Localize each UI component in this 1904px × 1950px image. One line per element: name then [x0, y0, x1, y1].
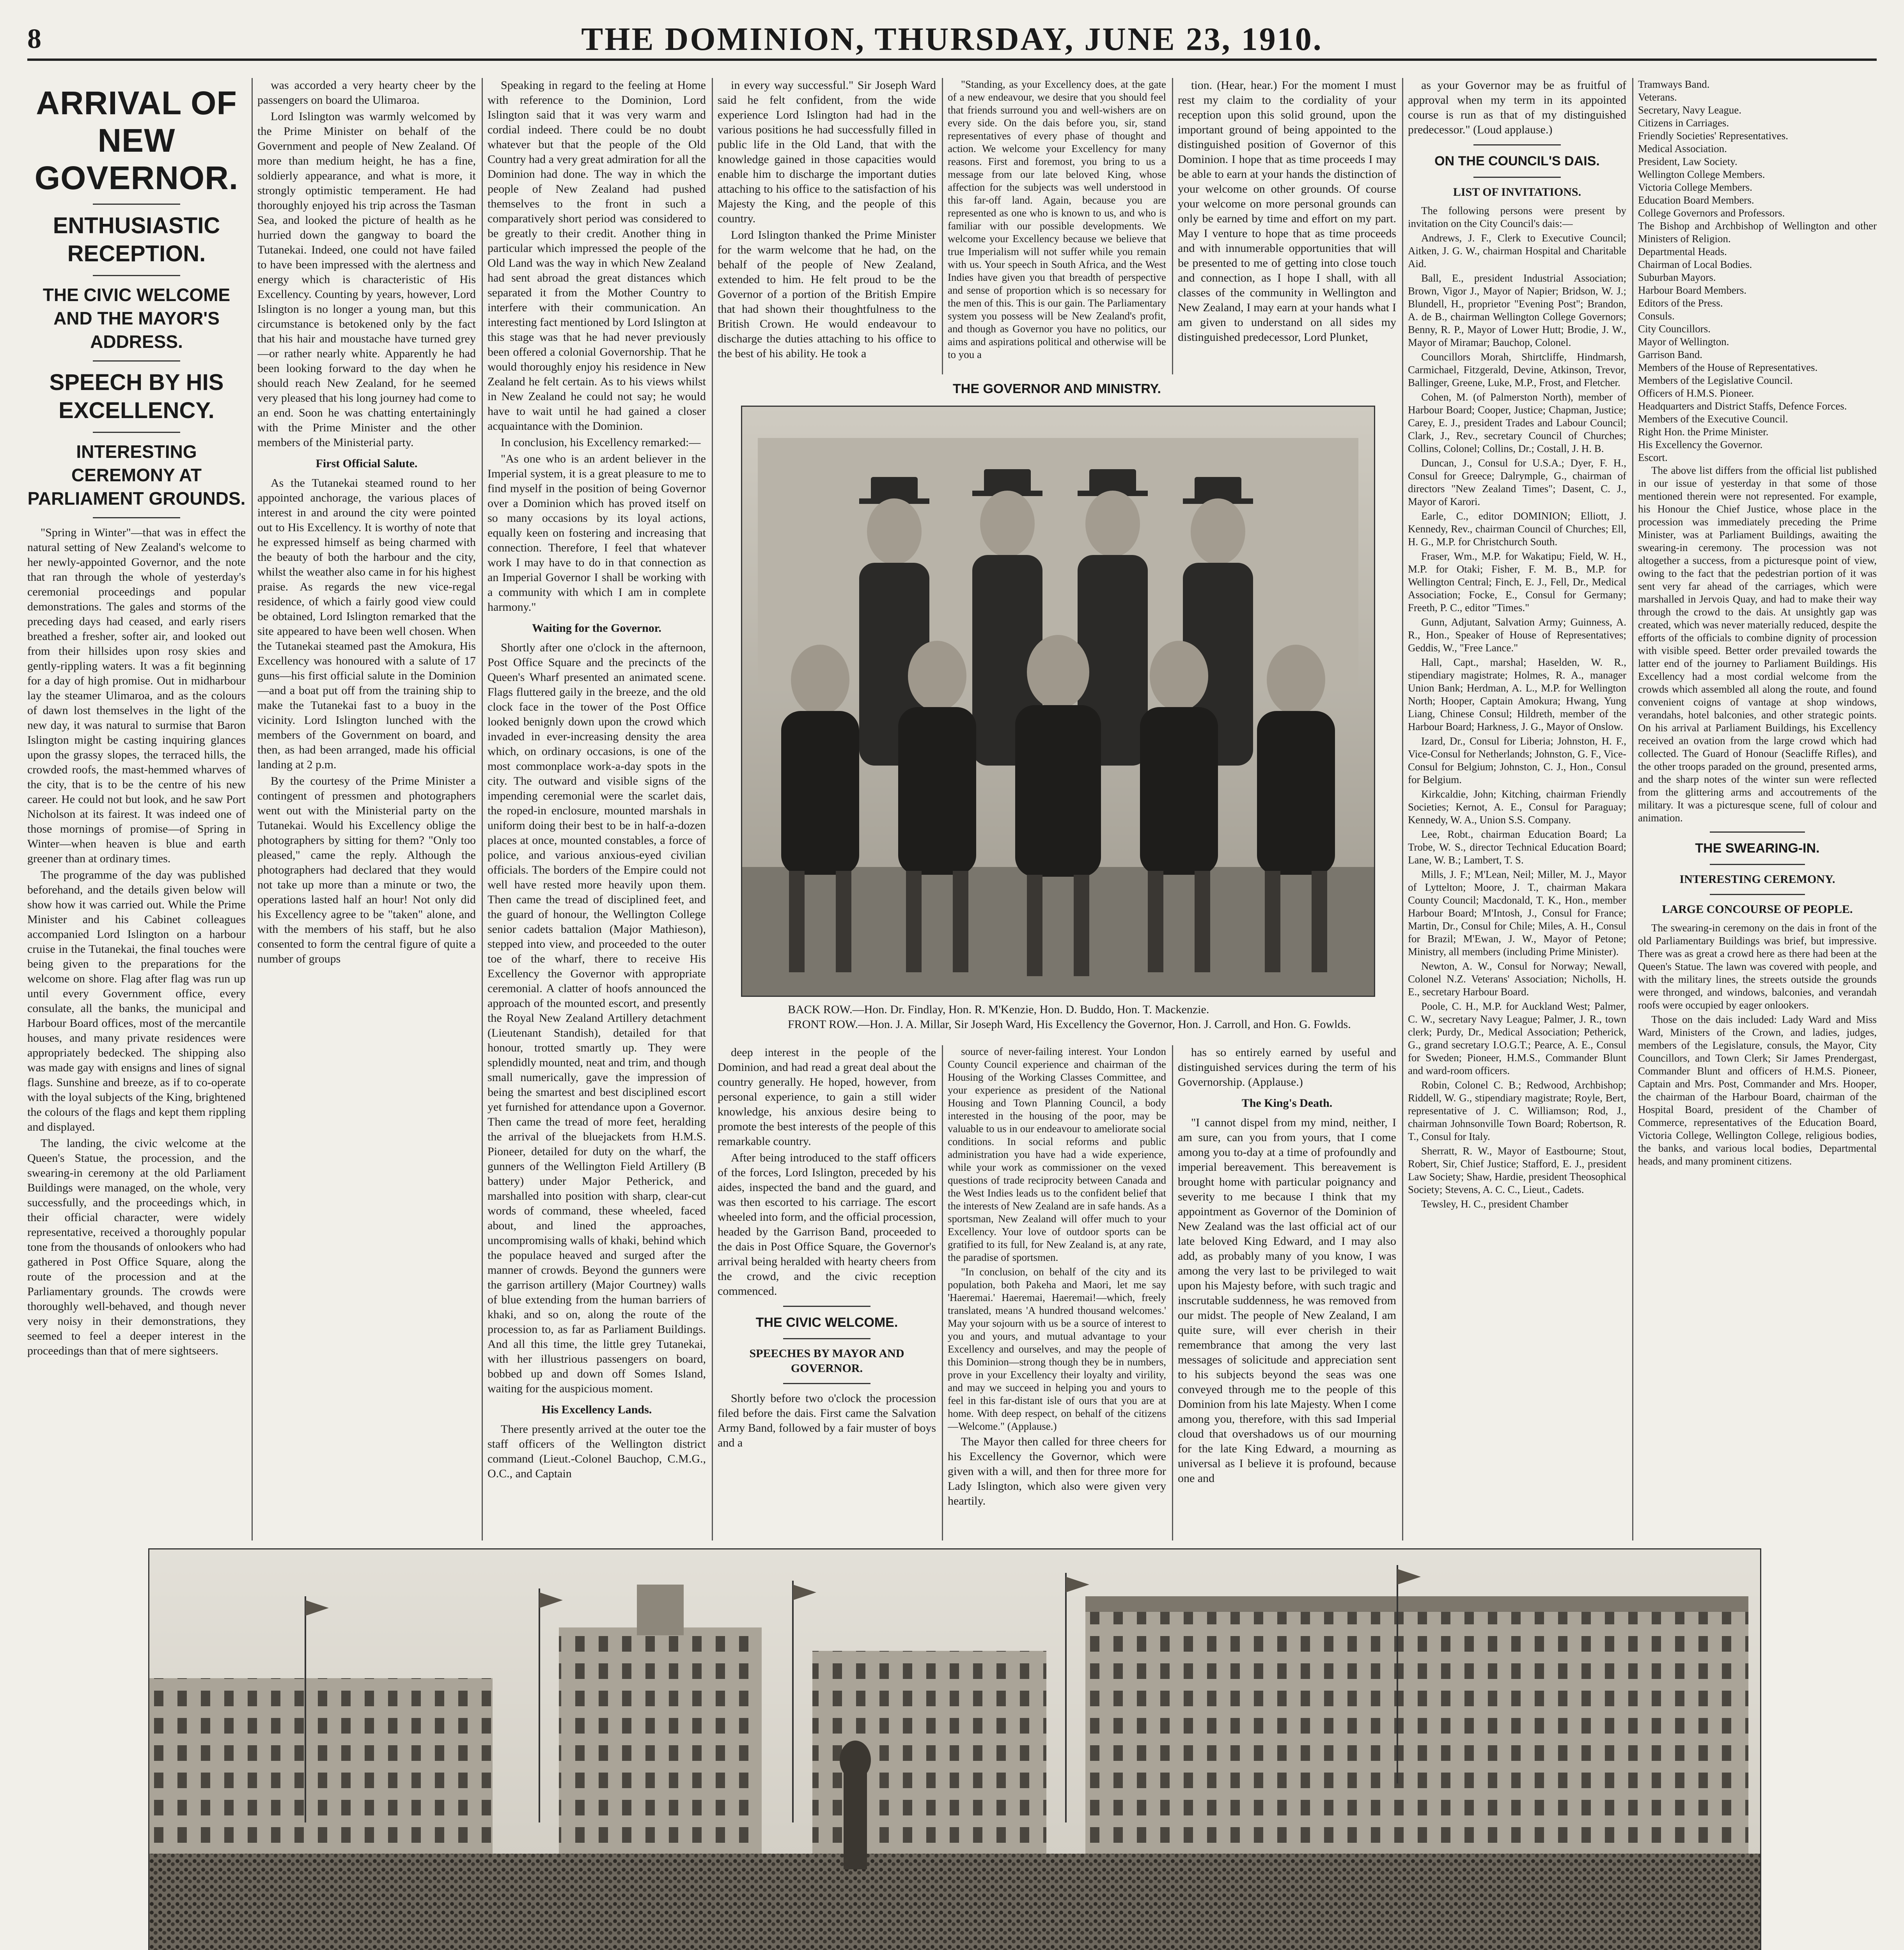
column-7	[1408, 78, 1626, 1540]
paragraph: Mills, J. F.; M'Lean, Neil; Miller, M. J., Mayor of Lyttelton; Moore, J. T., chairman Makara County Council; Macdonald, T. K., Hon., member Harbour Board; M'Intosh, J., Consul for France; Martin, Dr., Consul for Chile; Miles, A. H., Consul for Brazil; M'Ewan, J. W., Mayor of Petone; Ministry, all members (including Prime Minister).	[1408, 869, 1626, 957]
paragraph: Newton, A. W., Consul for Norway; Newall, Colonel N.Z. Veterans' Association; Nicholls, H. E., secretary Harbour Board.	[1408, 960, 1626, 998]
paragraph: Izard, Dr., Consul for Liberia; Johnston, H. F., Vice-Consul for Netherlands; Johnston, G. F., Vice-Consul for Belgium; Johnston, C. J., Hon., Consul for Belgium.	[1408, 735, 1626, 785]
list-item: The Bishop and Archbishop of Wellington and other Ministers of Religion.	[1638, 220, 1877, 245]
newspaper-title: THE DOMINION, THURSDAY, JUNE 23, 1910.	[581, 21, 1323, 57]
subhead-first-salute: First Official Salute.	[316, 457, 418, 470]
subhead-waiting: Waiting for the Governor.	[532, 622, 661, 635]
paragraph: The programme of the day was published beforehand, and the details given below will show how it was carried out. While the Prime Minister and his Cabinet colleagues accompanied Lord Islington on a harbour cruise in the Tutanekai, the final touches were being given to the preparations for the welcome on shore. Flag after flag was run up until every Government office, every consulate, all the banks, the municipal and Harbour Board offices, most of the mercantile houses, and many private residences were appropriately bedecked. The shipping also was made gay with ensigns and lines of signal flags. Sunshine and breeze, as if to co-operate with the loyal subjects of the King, brightened the colours of the flags and kept them rippling and displayed.	[27, 869, 246, 1133]
paragraph: Kirkcaldie, John; Kitching, chairman Friendly Societies; Kernot, A. E., Consul for Paraguay; Kennedy, W. A., Union S.S. Company.	[1408, 788, 1626, 826]
column-3	[488, 78, 706, 1540]
caption-front-row: FRONT ROW.—Hon. J. A. Millar, Sir Joseph Ward, His Excellency the Governor, Hon. J. Carroll, and Hon. G. Fowlds.	[788, 1018, 1351, 1031]
paragraph: Ball, E., president Industrial Association; Brown, Vigor J., Mayor of Napier; Bridson, W. J.; Blundell, H., proprietor "Evening Post"; Brandon, A. de B., chairman Wellington College Governors; Benny, R. P., Mayor of Lower Hutt; Brodie, J. W., Mayor of Miramar; Bauchop, Colonel.	[1408, 272, 1626, 348]
photo-governor-and-ministry	[741, 406, 1375, 997]
subhead-large-concourse: LARGE CONCOURSE OF PEOPLE.	[1662, 903, 1853, 916]
list-item: Education Board Members.	[1638, 194, 1754, 206]
paragraph: Councillors Morah, Shirtcliffe, Hindmarsh, Carmichael, Fitzgerald, Devine, Atkinson, Trevor, Ballinger, Greene, Luke, M.P., Frost, and Fletcher.	[1408, 351, 1626, 388]
list-item: Members of the Executive Council.	[1638, 413, 1788, 425]
paragraph: has so entirely earned by useful and distinguished services during the term of his Governorship. (Applause.)	[1178, 1046, 1396, 1088]
subhead-enthusiastic: ENTHUSIASTIC RECEPTION.	[53, 213, 220, 266]
list-item: President, Law Society.	[1638, 156, 1737, 167]
masthead	[27, 16, 1877, 61]
subhead-lands: His Excellency Lands.	[541, 1403, 652, 1416]
paragraph: Duncan, J., Consul for U.S.A.; Dyer, F. H., Consul for Greece; Dalrymple, G., chairman of directors "New Zealand Times"; Dasent, C. J., Mayor of Karori.	[1408, 457, 1626, 507]
paragraph: "As one who is an ardent believer in the Imperial system, it is a great pleasure to me to find myself in the position of being Governor over a Dominion which has proved itself on so many occasions by its loyal actions, equally keen on fostering and increasing that connection. Therefore, I feel that whatever work I may have to do in that connection as an Imperial Governor I shall be working with a community with which I am in complete harmony."	[488, 452, 706, 613]
subhead-swearing-in: THE SWEARING-IN.	[1695, 841, 1820, 856]
list-item: Members of the House of Representatives.	[1638, 362, 1818, 373]
list-item: Mayor of Wellington.	[1638, 336, 1729, 347]
list-item: His Excellency the Governor.	[1638, 439, 1763, 450]
list-item: Editors of the Press.	[1638, 297, 1723, 309]
paragraph: Andrews, J. F., Clerk to Executive Council; Aitken, J. G. W., chairman Hospital and Charitable Aid.	[1408, 232, 1626, 269]
paragraph: In conclusion, his Excellency remarked:—	[501, 436, 701, 449]
list-item: Medical Association.	[1638, 143, 1727, 154]
list-item: Secretary, Navy League.	[1638, 104, 1742, 116]
subhead-kings-death: The King's Death.	[1241, 1097, 1333, 1110]
paragraph: Tewsley, H. C., president Chamber	[1421, 1198, 1569, 1210]
paragraph: Cohen, M. (of Palmerston North), member of Harbour Board; Cooper, Justice; Chapman, Justice; Carey, E. J., president Trades and Labour Council; Clark, J., Rev., secretary Council of Churches; Collins, Colonel; Collins, Dr.; Costall, J. H. B.	[1408, 391, 1626, 454]
paragraph: Those on the dais included: Lady Ward and Miss Ward, Ministers of the Crown, and ladies, judges, members of the Legislature, consuls, the Mayor, City Councillors, and Town Clerk; Sir James Prendergast, Commander Blunt and officers of H.M.S. Pioneer, Captain and Mrs. Post, Commander and Mrs. Hooper, the chairman of the Harbour Board, chairman of the Hospital Board, president of the Chamber of Commerce, representatives of the Education Board, Victoria College, Wellington College, religious bodies, the banks, and various local bodies, Departmental heads, and many prominent citizens.	[1638, 1014, 1877, 1167]
paragraph: Poole, C. H., M.P. for Auckland West; Palmer, C. W., secretary Navy League; Palmer, J. R., town clerk; Purdy, Dr., Medical Association; Petherick, G., grand secretary I.O.G.T.; Pearce, A. E., Consul for Sweden; Pioneer, H.M.S., Commander Blunt and ward-room officers.	[1408, 1000, 1626, 1076]
list-item: Suburban Mayors.	[1638, 271, 1716, 283]
photo-title-governor-ministry: THE GOVERNOR AND MINISTRY.	[953, 381, 1161, 396]
caption-back-row: BACK ROW.—Hon. Dr. Findlay, Hon. R. M'Kenzie, Hon. D. Buddo, Hon. T. Mackenzie.	[788, 1003, 1209, 1016]
paragraph: Lord Islington was warmly welcomed by the Prime Minister on behalf of the Government and people of New Zealand. Of more than medium height, he has a fine, soldierly appearance, and what is more, it strongly optimistic temperament. He had thoroughly enjoyed his trip across the Tasman Sea, and looked the picture of health as he hurried down the gangway to board the Tutanekai. Indeed, one could not have failed to have been impressed with the alertness and energy which is characteristic of His Excellency. Counting by years, however, Lord Islington is no longer a young man, but this circumstance is betokened only by the fact that his hair and moustache have turned grey—or rather nearly white. Apparently he had been looking forward to the day when he should reach New Zealand, for he seemed very pleased that his long journey had come to an end. Soon he was chatting entertainingly with the Prime Minister and the other members of the Ministerial party.	[257, 110, 476, 449]
column-6-bottom	[1178, 1045, 1396, 1540]
subhead-civic: THE CIVIC WELCOME.	[755, 1315, 898, 1330]
list-item: Officers of H.M.S. Pioneer.	[1638, 387, 1754, 399]
column-4-top	[718, 78, 936, 374]
paragraph: After being introduced to the staff officers of the forces, Lord Islington, preceded by his aides, inspected the band and the guard, and was then escorted to his carriage. The escort wheeled into form, and the official procession, headed by the Garrison Band, proceeded to the dais in Post Office Square, the Governor's arrival being heralded with hearty cheers from the crowd, and the civic reception commenced.	[718, 1151, 936, 1298]
paragraph: By the courtesy of the Prime Minister a contingent of pressmen and photographers went out with the Ministerial party on the Tutanekai. Would his Excellency oblige the photographers by sitting for them? "Only too pleased," came the reply. Although the photographers had declared that they would not take up more than a minute or two, the operations lasted half an hour! Not only did his Excellency agree to be "taken" alone, and with the members of his staff, but he also consented to form the central figure of quite a number of groups	[257, 775, 476, 965]
list-item: Headquarters and District Staffs, Defence Forces.	[1638, 400, 1847, 412]
paragraph: in every way successful." Sir Joseph Ward said he felt confident, from the wide experience Lord Islington had had in the various positions he had successfully filled in public life in the Old Land, that with the knowledge gained in those capacities would enable him to discharge the important duties attaching to his office to the satisfaction of his Majesty the King, and the people of this country.	[718, 79, 936, 225]
list-item: Citizens in Carriages.	[1638, 117, 1729, 129]
paragraph: Robin, Colonel C. B.; Redwood, Archbishop; Riddell, W. G., stipendiary magistrate; Royle, Bert, representative of J. C. Williamson; Rod, J., chairman Johnsonville Town Board; Robertson, R. T., Consul for Italy.	[1408, 1079, 1626, 1142]
paragraph: Speaking in regard to the feeling at Home with reference to the Dominion, Lord Islington said that it was very warm and cordial indeed. There could be no doubt whatever but that the people of the Old Country had a very great admiration for all the Dominion had done. The way in which the people of New Zealand had pushed themselves to the front in such a comparatively short period was considered to be greatly to their credit. Another thing in particular which impressed the people of the Old Land was the way in which New Zealand had sent abroad the great distances which separated it from the Mother Country to interfere with their communication. An interesting fact mentioned by Lord Islington at this stage was that he had never previously been offered a colonial Governorship. That he would thoroughly enjoy his residence in New Zealand he felt certain. As to his views whilst in New Zealand he could not say; he would have to wait until he had gained a closer acquaintance with the Dominion.	[488, 79, 706, 433]
column-1	[27, 78, 246, 1540]
subhead-interesting-ceremony: INTERESTING CEREMONY.	[1679, 873, 1835, 886]
subhead-council-dais: ON THE COUNCIL'S DAIS.	[1434, 154, 1600, 168]
procession-order-list	[1638, 78, 1877, 464]
paragraph: There presently arrived at the outer toe the staff officers of the Wellington district command (Lieut.-Colonel Bauchop, C.M.G., O.C., and Captain	[488, 1423, 706, 1480]
list-item: Wellington College Members.	[1638, 168, 1765, 180]
paragraph: Lord Islington thanked the Prime Minister for the warm welcome that he had, on the behalf of the people of New Zealand, extended to him. He felt proud to be the Governor of a portion of the British Empire that had shown their thoughtfulness to the British Crown. He would endeavour to discharge the duties attaching to his office to the best of his ability. He took a	[718, 229, 936, 360]
column-1-body	[27, 525, 246, 1358]
paragraph: The above list differs from the official list published in our issue of yesterday in that some of those mentioned therein were not represented. For example, his Honour the Chief Justice, whose place in the procession was immediately preceding the Prime Minister, was at Parliament Buildings, awaiting the swearing-in ceremony. The procession was not altogether a success, from a picturesque point of view, owing to the fact that the pedestrian portion of it was sent very far ahead of the carriages, which were marshalled in Jervois Quay, and had to make their way through the crowd to the dais. At unsightly gap was created, which was never materially reduced, despite the efforts of the officials to combine dignity of procession with visible speed. Better order prevailed towards the latter end of the journey to Parliament Buildings. His Excellency had a most cordial welcome from the crowds which assembled all along the route, and found convenient coigns of vantage at shop windows, verandahs, hotel balconies, and other strategic points. On his arrival at Parliament Buildings, his Excellency received an ovation from the large crowd which had collected. The Guard of Honour (Seacliffe Rifles), and the other troops paraded on the ground, presented arms, and the sharp notes of the winter sun were reflected from the glittering arms and accoutrements of the military. It was a picturesque scene, full of colour and animation.	[1638, 464, 1877, 824]
list-item: Right Hon. the Prime Minister.	[1638, 426, 1769, 438]
paragraph: As the Tutanekai steamed round to her appointed anchorage, the various places of interest in and around the city were pointed out to His Excellency. It is worthy of note that he expressed himself as being charmed with the beauty of both the harbour and the city, whilst the weather also came in for his highest praise. As regards the new vice-regal residence, of which a fairly good view could be obtained, Lord Islington remarked that the site appeared to have been well chosen. When the Tutanekai steamed past the Amokura, His Excellency was honoured with a salute of 17 guns—his first official salute in the Dominion—and a boat put off from the training ship to make the Tutanekai fast to a buoy in the vicinity. Lord Islington lunched with the members of the Government on board, and then, as had been arranged, made his official landing at 2 p.m.	[257, 477, 476, 771]
page-number: 8	[27, 23, 41, 54]
paragraph: Sherratt, R. W., Mayor of Eastbourne; Stout, Robert, Sir, Chief Justice; Stafford, E. J., president Law Society; Shaw, Hardie, president Theosophical Society; Stevens, A. C. C., Lieut., Cadets.	[1408, 1145, 1626, 1195]
paragraph: Fraser, Wm., M.P. for Wakatipu; Field, W. H., M.P. for Otaki; Fisher, F. M. B., M.P. for Wellington Central; Finch, E. J., Fell, Dr., Medical Association; Focke, E., Consul for Germany; Freeth, P. C., editor "Times."	[1408, 550, 1626, 613]
main-headline: ARRIVAL OF NEW GOVERNOR.	[34, 85, 239, 196]
crowd-scene-illustration	[149, 1549, 1760, 1950]
list-item: Departmental Heads.	[1638, 246, 1727, 257]
photo-great-gathering	[148, 1548, 1761, 1950]
column-2	[257, 78, 476, 1540]
paragraph: Hall, Capt., marshal; Haselden, W. R., stipendiary magistrate; Holmes, R. A., manager Union Bank; Herdman, A. L., M.P. for Wellington North; Hooper, Captain Amokura; Hwang, Yung Liang, Chinese Consul; Hildreth, member of the Harbour Board; Harkness, J. G., Mayor of Onslow.	[1408, 656, 1626, 732]
paragraph: Shortly before two o'clock the procession filed before the dais. First came the Salvation Army Band, followed by a fair muster of boys and a	[718, 1392, 936, 1449]
subhead-invitations: LIST OF INVITATIONS.	[1453, 186, 1581, 199]
list-item: Friendly Societies' Representatives.	[1638, 130, 1789, 142]
column-6-top	[1178, 78, 1396, 374]
subhead-speeches: SPEECHES BY MAYOR AND GOVERNOR.	[749, 1347, 904, 1375]
paragraph: The swearing-in ceremony on the dais in front of the old Parliamentary Buildings was brief, but impressive. There was as great a crowd here as there had been at the Queen's Statue. The lawn was covered with people, and with the military lines, the streets outside the grounds were thronged, and windows, balconies, and verandah roofs were occupied by eager onlookers.	[1638, 922, 1877, 1011]
paragraph: Earle, C., editor DOMINION; Elliott, J. Kennedy, Rev., chairman Council of Churches; Ell, H. G., M.P. for Christchurch South.	[1408, 510, 1626, 548]
list-item: Tramways Band.	[1638, 78, 1710, 90]
paragraph: was accorded a very hearty cheer by the passengers on board the Ulimaroa.	[257, 79, 476, 106]
paragraph: deep interest in the people of the Dominion, and had read a great deal about the country generally. He hoped, however, from personal experience, to gain a still wider knowledge, his anxious desire being to promote the best interests of the people of this remarkable country.	[718, 1046, 936, 1148]
paragraph: Gunn, Adjutant, Salvation Army; Guinness, A. R., Hon., Speaker of House of Representatives; Geddis, W., "Free Lance."	[1408, 616, 1626, 654]
column-5-bottom	[948, 1045, 1166, 1540]
paragraph: "Spring in Winter"—that was in effect the natural setting of New Zealand's welcome to her newly-appointed Governor, and the note that ran through the whole of yesterday's ceremonial proceedings and popular demonstrations. The gales and storms of the preceding days had ceased, and early risers breathed a fresher, softer air, and looked out from their hillsides upon rosy skies and gently-rippling waters. It was a fit beginning for a day of high promise. Out in midharbour lay the steamer Ulimaroa, and as the colours of dawn lost themselves in the light of the new day, it was natural to surmise that Baron Islington might be casting inquiring glances upon the grassy slopes, the terraced hills, the crowded roofs, the mast-hemmed wharves of the city, that is to be the centre of his new career. He could not but look, and he saw Port Nicholson at its fairest. It was indeed one of those mornings of promise—of Spring in Winter—when heaven is blue and earth greener than at ordinary times.	[27, 526, 246, 865]
list-item: Chairman of Local Bodies.	[1638, 259, 1752, 270]
list-item: College Governors and Professors.	[1638, 207, 1785, 219]
subhead-civic-welcome: THE CIVIC WELCOME AND THE MAYOR'S ADDRESS.	[43, 285, 230, 352]
list-item: Members of the Legislative Council.	[1638, 374, 1793, 386]
paragraph: as your Governor may be as fruitful of approval when my term in its appointed course is run as that of my distinguished predecessor." (Loud applause.)	[1408, 79, 1626, 136]
paragraph: tion. (Hear, hear.) For the moment I must rest my claim to the cordiality of your reception upon this solid ground, upon the important ground of being appointed to the distinguished position of Governor of this Dominion. I hope that as time proceeds I may be able to earn at your hands the distinction of your welcome on other grounds. Of course your welcome on more personal grounds can only be earned by time and effort on my part. May I venture to hope that as time proceeds and with innumerable opportunities that will be presented to me of getting into close touch and connection, as I hope I shall, with all classes of the community in Wellington and New Zealand, I may earn at your hands what I am given to understand on all sides my distinguished predecessor, Lord Plunket,	[1178, 79, 1396, 344]
paragraph: "I cannot dispel from my mind, neither, I am sure, can you from yours, that I come among you to-day at a time of profoundly and imperial bereavement. This bereavement is brought home with particular poignancy and severity to me because I think that my appointment as Governor of the Dominion of New Zealand was the last official act of our late beloved King Edward, and I may also add, as probably many of you know, I was among the very last to be privileged to wait upon his Majesty before, with such tragic and inscrutable suddenness, he was removed from our midst. The people of New Zealand, I am quite sure, will ever cherish in their remembrance that among the very last messages of solicitude and appreciation sent to his subjects beyond the seas was one conveyed through me to the people of this Dominion from his late Majesty. When I come among you, therefore, with this sad Imperial cloud that overshadows us of our mourning for the late King Edward, a mourning as universal as I believe it is profound, because one and	[1178, 1116, 1396, 1485]
group-portrait-illustration	[742, 407, 1374, 996]
list-item: City Councillors.	[1638, 323, 1711, 335]
list-item: Escort.	[1638, 452, 1668, 463]
paragraph: The Mayor then called for three cheers for his Excellency the Governor, which were given with a will, and then for three more for Lady Islington, which also were given very heartily.	[948, 1435, 1166, 1507]
list-item: Victoria College Members.	[1638, 181, 1753, 193]
photo-caption	[741, 1002, 1373, 1032]
paragraph: Lee, Robt., chairman Education Board; La Trobe, W. S., director Technical Education Board; Lane, W. B.; Lambert, T. S.	[1408, 828, 1626, 866]
subhead-ceremony: INTERESTING CEREMONY AT PARLIAMENT GROUNDS.	[27, 441, 246, 509]
column-4-bottom	[718, 1045, 936, 1540]
column-5-top	[948, 78, 1166, 374]
paragraph: "Standing, as your Excellency does, at the gate of a new endeavour, we desire that you should feel that friends surround you and well-wishers are on every side. On the dais before you, sir, stand representatives of every phase of thought and action. We welcome your Excellency for many reasons. First and foremost, you bring to us a message from our late beloved King, whose affection for the subjects was well understood in this far-off land. Again, because you are represented as one who is known to us, and who is familiar with our possible developments. We welcome your Excellency because we believe that true Imperialism will not suffer while you remain with us. Your speech in South Africa, and the West Indies have given you that breadth of perspective and sense of proportion which is so necessary for the men of this. This is our gain. The Parliamentary system you possess will be New Zealand's profit, and though as Governor you have no politics, our aims and aspirations political and otherwise will be to you a	[948, 78, 1166, 360]
paragraph: source of never-failing interest. Your London County Council experience and chairman of the Housing of the Working Classes Committee, and your experience as president of the National Housing and Town Planning Council, a body interested in the housing of the poor, may be valuable to us in our endeavour to ameliorate social conditions. In social reforms and public administration you have had a wide experience, while your work as commissioner on the vexed questions of trade reciprocity between Canada and the West Indies leads us to the confident belief that the interests of New Zealand are in safe hands. As a sportsman, New Zealand will offer much to your Excellency. Your love of outdoor sports can be gratified to its full, for New Zealand is, at any rate, the paradise of sportsmen.	[948, 1046, 1166, 1263]
paragraph: "In conclusion, on behalf of the city and its population, both Pakeha and Maori, let me say 'Haeremai.' Haeremai, Haeremai!—which, freely translated, means 'A hundred thousand welcomes.' May your sojourn with us be a source of interest to you and yours, and mutual advantage to your Excellency and ourselves, and may the people of this Dominion—strong though they be in numbers, prove in your Excellency their loyalty and virility, and may we succeed in helping you and yours to feel in this far-distant isle of ours that you are at home. With deep respect, on behalf of the citizens—Welcome." (Applause.)	[948, 1266, 1166, 1432]
paragraph: Shortly after one o'clock in the afternoon, Post Office Square and the precincts of the Queen's Wharf presented an animated scene. Flags fluttered gaily in the breeze, and the old clock face in the tower of the Post Office looked benignly down upon the crowd which invaded in ever-increasing density the area which, on ordinary occasions, is one of the most commonplace work-a-day spots in the city. The outward and visible signs of the impending ceremonial were the scarlet dais, the roped-in enclosure, mounted marshals in uniform doing their best to be in half-a-dozen places at once, mounted constables, a force of police, and various anxious-eyed civilian officials. The borders of the Empire could not well have rested more heavily upon them. Then came the tread of disciplined feet, and the guard of honour, the Wellington College senior cadets battalion (Major Mathieson), stepped into view, and proceeded to the outer toe of the wharf, there to receive His Excellency the Governor with appropriate ceremonial. A clatter of hoofs announced the approach of the mounted escort, and presently the Royal New Zealand Artillery detachment (Lieutenant Standish), detailed for that honour, trotted smartly up. They were splendidly mounted, neat and trim, and though small numerically, gave the impression of being the smartest and best disciplined escort yet furnished for attendance upon a Governor. Then came the tread of more feet, heralding the arrival of the bluejackets from H.M.S. Pioneer, detailed for duty on the wharf, the gunners of the Wellington Field Artillery (B battery) under Major Petherick, and marshalled into position with sharp, clear-cut words of command, these wheeled, faced about, and lined the approaches, uncompromising walls of khaki, behind which the populace heaved and surged after the manner of crowds. Beyond the gunners were the garrison artillery (Major Courtney) walls of blue extending from the human barriers of khaki, and so on, along the route of the procession to, as far as Parliament Buildings. And all this time, the little grey Tutanekai, with her illustrious passengers on board, bobbed up and down off Somes Island, waiting for the auspicious moment.	[488, 641, 706, 1395]
list-item: Garrison Band.	[1638, 349, 1702, 360]
column-8	[1638, 78, 1877, 1540]
list-item: Harbour Board Members.	[1638, 284, 1747, 296]
paragraph: The following persons were present by invitation on the City Council's dais:—	[1408, 205, 1626, 229]
paragraph: The landing, the civic welcome at the Queen's Statue, the procession, and the swearing-in ceremony at the old Parliament Buildings were managed, on the whole, very successfully, and the proceedings which, in their official character, were widely representative, received a thoroughly popular tone from the thousands of onlookers who had gathered in Post Office Square, along the route of the procession and at the Parliamentary grounds. The crowds were thoroughly well-behaved, and though never very noisy in their demonstrations, they seemed to feel a deeper interest in the proceedings than that of mere sightseers.	[27, 1137, 246, 1357]
subhead-speech: SPEECH BY HIS EXCELLENCY.	[49, 370, 224, 423]
list-item: Consuls.	[1638, 310, 1675, 322]
list-item: Veterans.	[1638, 91, 1677, 103]
